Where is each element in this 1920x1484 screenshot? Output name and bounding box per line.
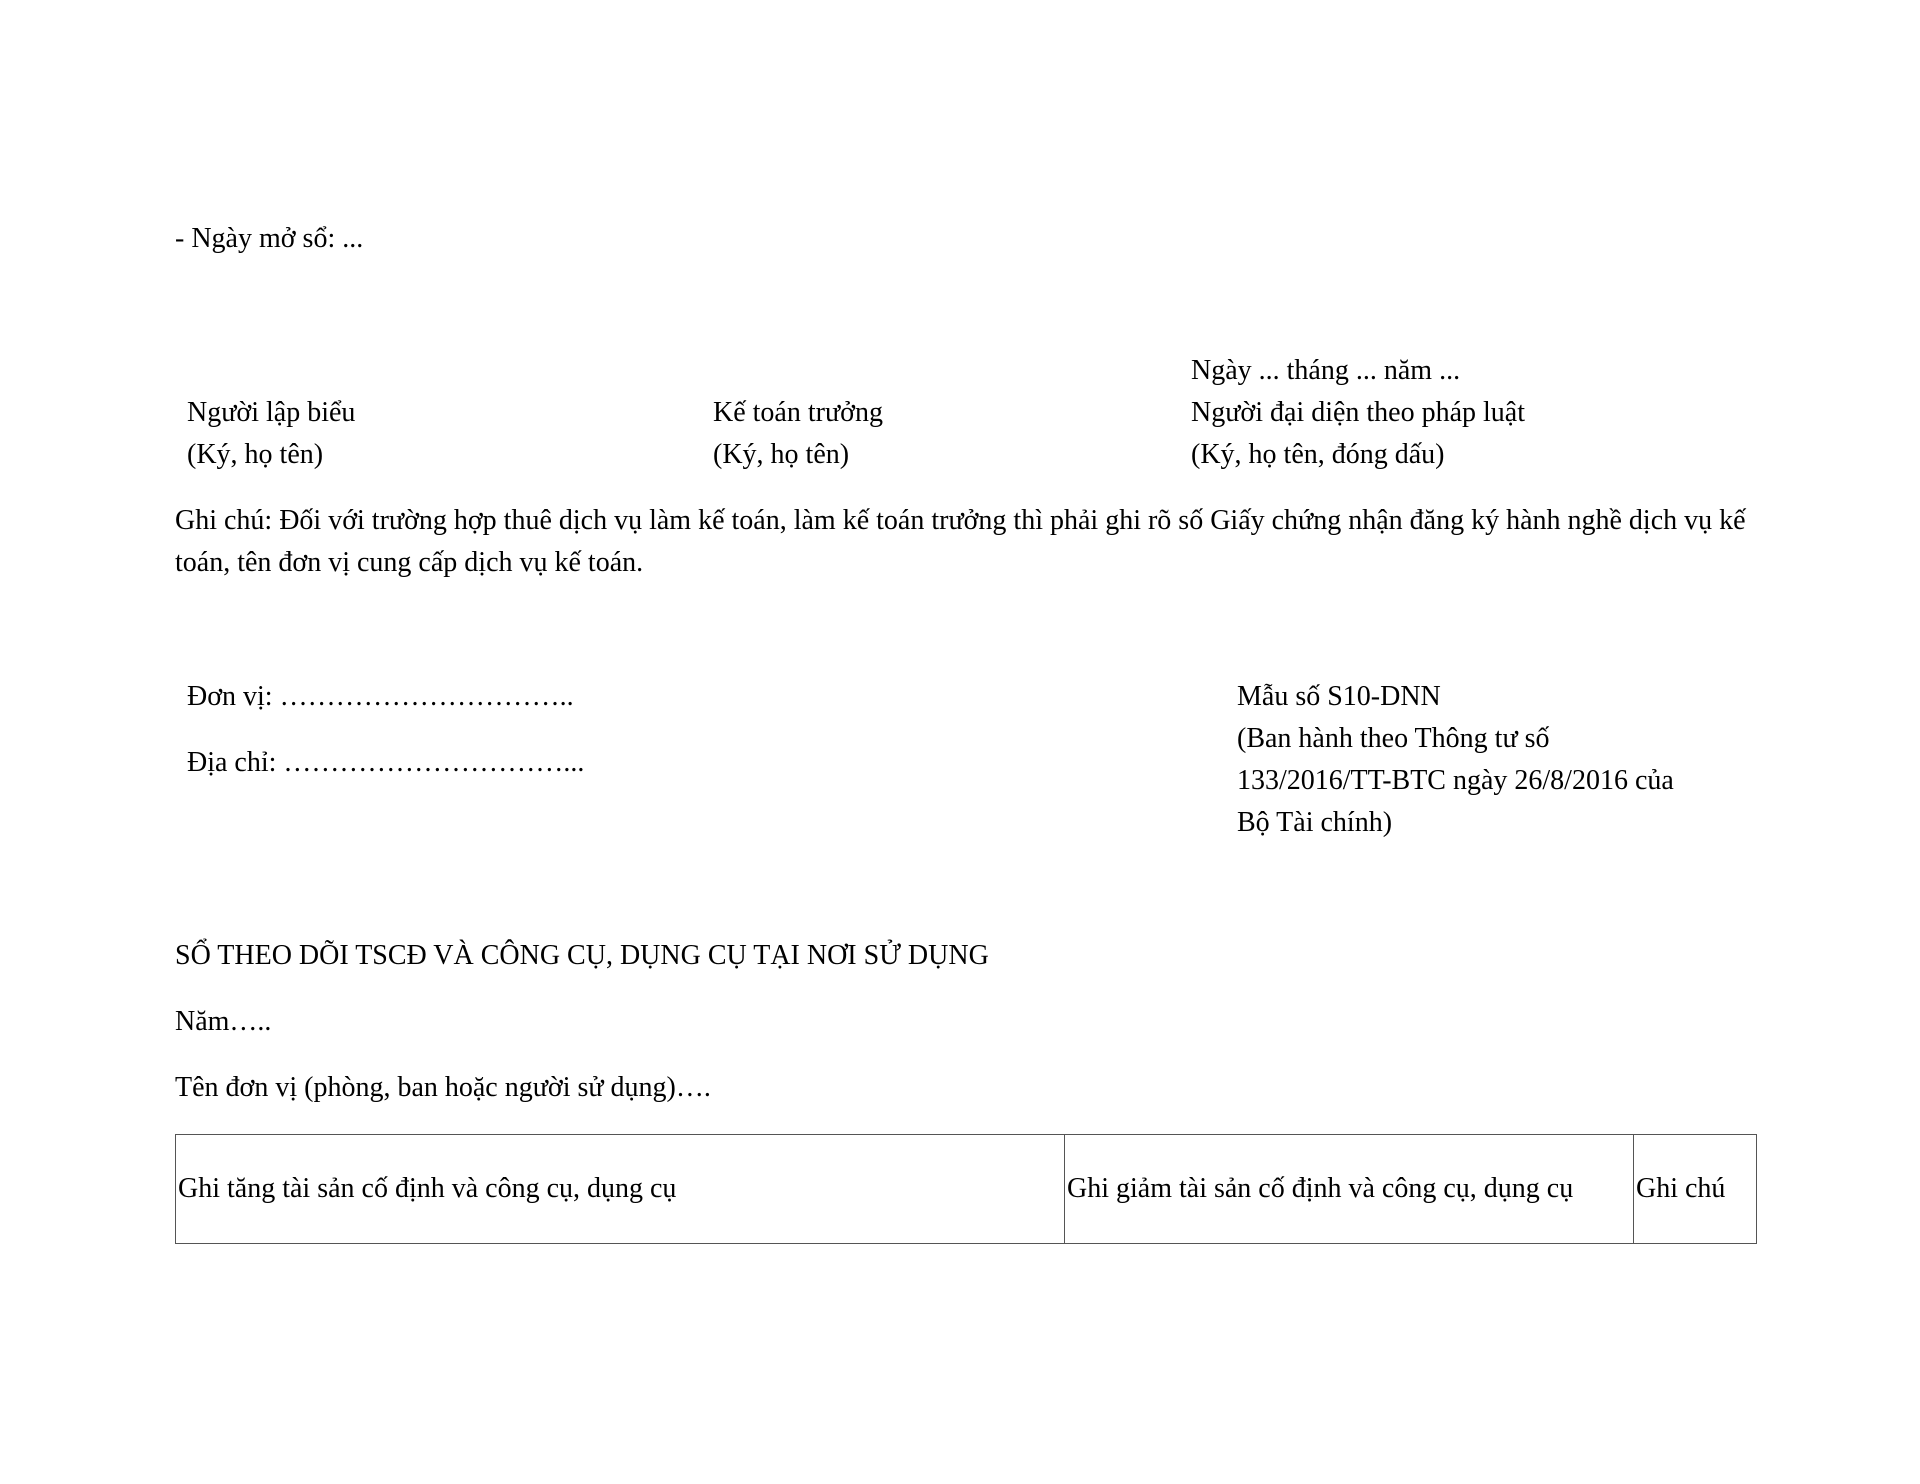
open-date-line: - Ngày mở sổ: ... [175, 223, 364, 254]
form-number: Mẫu số S10-DNN [1237, 681, 1441, 712]
column-header-notes: Ghi chú [1634, 1135, 1757, 1244]
chief-accountant-signature-block [713, 392, 883, 476]
legal-rep-sign-note: (Ký, họ tên, đóng dấu) [1191, 439, 1445, 470]
form-ministry-line: Bộ Tài chính) [1237, 807, 1393, 838]
column-header-increase: Ghi tăng tài sản cố định và công cụ, dụng cụ [176, 1135, 1065, 1244]
chief-accountant-title: Kế toán trưởng [713, 397, 883, 428]
ledger-department-line: Tên đơn vị (phòng, ban hoặc người sử dụng)…. [175, 1072, 711, 1103]
ledger-year-line: Năm….. [175, 1006, 272, 1037]
unit-name-line: Đơn vị: ………………………….. [187, 681, 574, 712]
signature-date-line: Ngày ... tháng ... năm ... [1191, 355, 1461, 386]
form-circular-line: 133/2016/TT-BTC ngày 26/8/2016 của [1237, 765, 1674, 796]
form-reference-block [1237, 676, 1674, 844]
preparer-signature-block [187, 392, 355, 476]
legal-rep-signature-block [1191, 392, 1525, 476]
accounting-service-note: Ghi chú: Đối với trường hợp thuê dịch vụ làm kế toán, làm kế toán trưởng thì phải ghi rõ số Giấy chứng nhận đăng ký hành nghề dịch vụ kế toán, tên đơn vị cung cấp dịch vụ kế toán. [175, 505, 1746, 578]
ledger-title: SỔ THEO DÕI TSCĐ VÀ CÔNG CỤ, DỤNG CỤ TẠI NƠI SỬ DỤNG [175, 940, 989, 971]
legal-rep-title: Người đại diện theo pháp luật [1191, 397, 1526, 428]
column-header-decrease: Ghi giảm tài sản cố định và công cụ, dụng cụ [1065, 1135, 1634, 1244]
ledger-header-row [176, 1135, 1757, 1244]
ledger-table [175, 1134, 1757, 1244]
chief-accountant-sign-note: (Ký, họ tên) [713, 439, 850, 470]
form-issued-by-line: (Ban hành theo Thông tư số [1237, 723, 1550, 754]
unit-address-line: Địa chỉ: …………………………... [187, 747, 585, 778]
preparer-title: Người lập biểu [187, 397, 356, 428]
unit-info-block [187, 676, 584, 784]
preparer-sign-note: (Ký, họ tên) [187, 439, 324, 470]
